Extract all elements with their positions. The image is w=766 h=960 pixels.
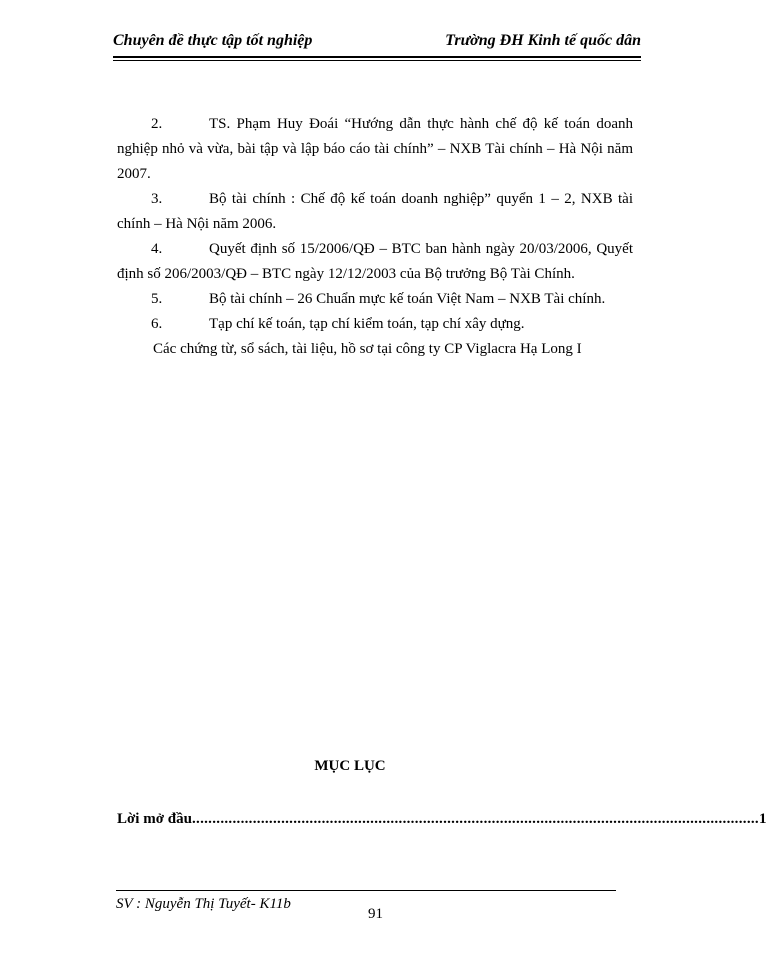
- reference-item-2: [117, 112, 633, 187]
- header-left-title: Chuyên đề thực tập tốt nghiệp: [113, 32, 313, 49]
- reference-item-5: [117, 287, 633, 312]
- reference-number: 6.: [151, 316, 163, 332]
- reference-number: 2.: [151, 116, 163, 132]
- reference-extra-line: Các chứng từ, sổ sách, tài liệu, hồ sơ tại công ty CP Viglacra Hạ Long I: [153, 341, 582, 357]
- reference-item-3: [117, 187, 633, 237]
- toc-title: MỤC LỤC: [314, 758, 386, 774]
- reference-list: [117, 112, 633, 362]
- footer-author: SV : Nguyễn Thị Tuyết- K11b: [116, 896, 291, 912]
- reference-number: 5.: [151, 291, 163, 307]
- toc-entry-label: Lời mở đầu: [117, 811, 192, 827]
- page-number: 91: [368, 906, 383, 922]
- reference-text: TS. Phạm Huy Đoái “Hướng dẫn thực hành chế độ kế toán doanh nghiệp nhỏ và vừa, bài tập và lập báo cáo tài chính” – NXB Tài chính – Hà Nội năm 2007.: [117, 116, 633, 182]
- header-rule-thick: [113, 56, 641, 58]
- page-header: [113, 30, 641, 56]
- reference-item-6: [117, 312, 633, 337]
- reference-number: 4.: [151, 241, 163, 257]
- reference-number: 3.: [151, 191, 163, 207]
- reference-text: Quyết định số 15/2006/QĐ – BTC ban hành ngày 20/03/2006, Quyết định số 206/2003/QĐ – BTC ngày 12/12/2003 của Bộ trưởng Bộ Tài Chính.: [117, 241, 633, 282]
- header-rule-thin: [113, 60, 641, 61]
- reference-text: Tạp chí kế toán, tạp chí kiểm toán, tạp chí xây dựng.: [209, 316, 525, 332]
- toc-entry-leader-dots: ............................................................................................................................................: [191, 811, 759, 827]
- footer-rule: [116, 890, 616, 891]
- toc-entry[interactable]: [117, 811, 766, 828]
- reference-text: Bộ tài chính – 26 Chuẩn mực kế toán Việt Nam – NXB Tài chính.: [209, 291, 606, 307]
- reference-item-4: [117, 237, 633, 287]
- header-right-title: Trường ĐH Kinh tế quốc dân: [445, 32, 641, 49]
- toc-entry-page: 1: [758, 811, 766, 827]
- reference-text: Bộ tài chính : Chế độ kế toán doanh nghiệp” quyển 1 – 2, NXB tài chính – Hà Nội năm 2006.: [117, 191, 633, 232]
